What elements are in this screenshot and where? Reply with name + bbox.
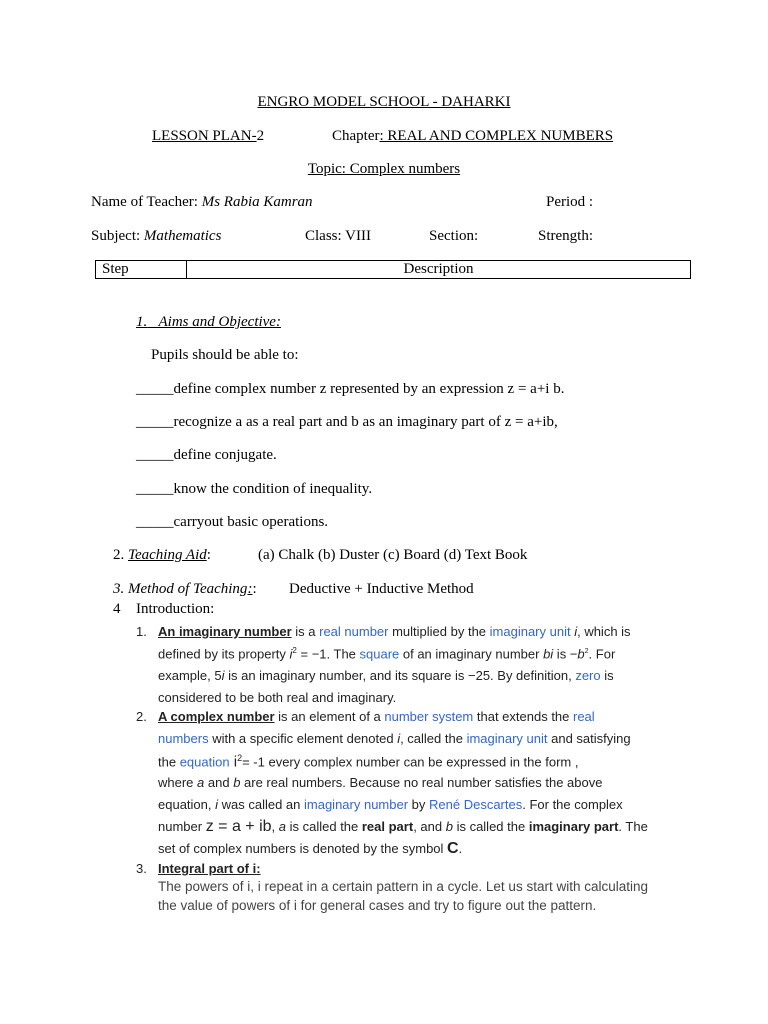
lesson-plan-label: LESSON PLAN-2 (152, 128, 265, 144)
aim-item: _____know the condition of inequality. (136, 481, 373, 497)
complex-number-term: A complex number (158, 709, 275, 724)
strength-label: Strength: (538, 228, 593, 244)
link-equation[interactable]: equation (179, 754, 230, 770)
link-number-system[interactable]: number system (384, 709, 474, 724)
point1-line2: defined by its property $i^2 = -1$. The square of an imaginary number bi is $-b^2$. For (158, 646, 616, 662)
point-number: 2. (136, 709, 147, 724)
link-square[interactable]: square (359, 646, 400, 662)
step-header: Step (96, 261, 187, 279)
link-rene-descartes[interactable]: René Descartes (429, 797, 523, 812)
complex-form-formula: z = a + ib (205, 818, 272, 835)
link-real[interactable]: real (573, 709, 595, 724)
aim-item: _____define conjugate. (136, 447, 277, 463)
point2-line2: numbers with a specific element denoted i, called the imaginary unit and satisfying (158, 731, 631, 746)
method-value: Deductive + Inductive Method (289, 581, 474, 597)
step-description-table (95, 260, 691, 279)
link-numbers[interactable]: numbers (158, 731, 209, 746)
link-imaginary-unit[interactable]: imaginary unit (489, 624, 571, 639)
point-number: 1. (136, 624, 147, 639)
teaching-aid-value: (a) Chalk (b) Duster (c) Board (d) Text Book (258, 547, 528, 563)
point2-line4: where a and b are real numbers. Because no real number satisfies the above (158, 775, 603, 790)
subject: Subject: Mathematics (91, 228, 222, 244)
link-imaginary-unit-2[interactable]: imaginary unit (466, 731, 548, 746)
period-label: Period : (546, 194, 594, 210)
topic-title: Topic: Complex numbers (307, 161, 461, 177)
aim-item: _____define complex number z represented by an expression z = a+i b. (136, 381, 565, 397)
method-of-teaching: 3. Method of Teaching:: (113, 581, 257, 597)
link-real-number[interactable]: real number (319, 624, 389, 639)
point2-line1: A complex number is an element of a number system that extends the real (158, 709, 595, 724)
aim-item: _____carryout basic operations. (136, 514, 329, 530)
point2-line6: number z = a + ib, a is called the real part, and b is called the imaginary part. The (158, 818, 648, 835)
point3-line1: The powers of i, i repeat in a certain pattern in a cycle. Let us start with calculating (158, 879, 648, 894)
aims-intro: Pupils should be able to: (151, 347, 299, 363)
point1-line1: An imaginary number is a real number multiplied by the imaginary unit i, which is (158, 624, 631, 639)
point-number: 3. (136, 861, 147, 876)
introduction-num: 4 (113, 601, 121, 617)
point3-heading: Integral part of i: (158, 861, 261, 876)
aims-heading: 1. Aims and Objective: (136, 314, 281, 330)
chapter-label: Chapter: REAL AND COMPLEX NUMBERS (332, 128, 614, 144)
point2-line3: the equation $i^2= -1$ every complex number can be expressed in the form , (158, 753, 579, 771)
section-label: Section: (429, 228, 479, 244)
school-title: ENGRO MODEL SCHOOL - DAHARKI (257, 94, 511, 110)
description-header: Description (187, 261, 691, 279)
point3-line2: the value of powers of i for general cases and try to figure out the pattern. (158, 898, 597, 913)
link-zero[interactable]: zero (575, 668, 601, 683)
teacher-name: Name of Teacher: Ms Rabia Kamran (91, 194, 313, 210)
imaginary-number-term: An imaginary number (158, 624, 292, 639)
point1-line3: example, 5i is an imaginary number, and its square is −25. By definition, zero is (158, 668, 614, 683)
aim-item: _____recognize a as a real part and b as an imaginary part of z = a+ib, (136, 414, 558, 430)
link-imaginary-number[interactable]: imaginary number (304, 797, 409, 812)
class-label: Class: VIII (305, 228, 371, 244)
point2-line5: equation, i was called an imaginary number by René Descartes. For the complex (158, 797, 623, 812)
introduction-label: Introduction: (136, 601, 215, 617)
point2-line7: set of complex numbers is denoted by the symbol C. (158, 840, 463, 857)
complex-set-symbol: C (447, 840, 459, 857)
teaching-aid: 2. Teaching Aid: (113, 547, 211, 563)
point1-line4: considered to be both real and imaginary. (158, 690, 397, 705)
